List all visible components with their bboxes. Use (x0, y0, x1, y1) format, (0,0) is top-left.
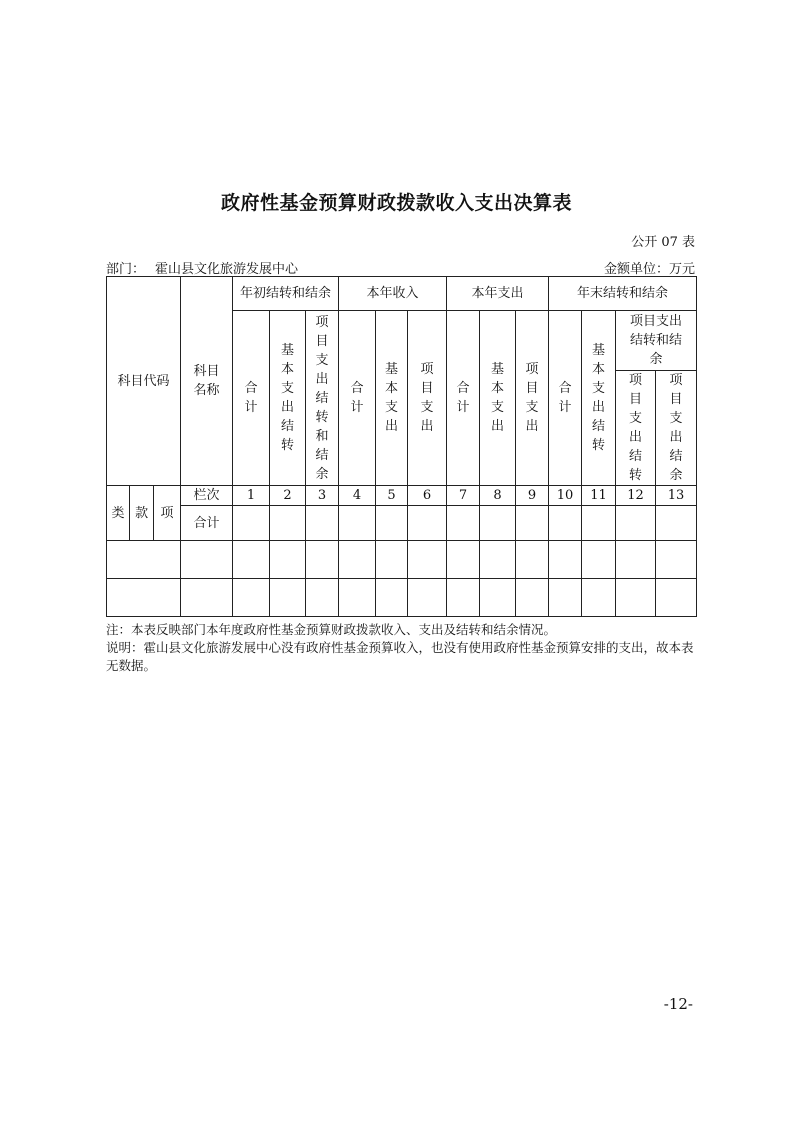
table-cell (656, 579, 697, 617)
table-cell (181, 541, 233, 579)
table-cell (516, 541, 549, 579)
table-cell (339, 506, 376, 541)
column-number: 3 (306, 486, 339, 506)
table-cell (408, 579, 447, 617)
column-number: 11 (582, 486, 616, 506)
table-row (107, 541, 697, 579)
page-number: -12- (663, 995, 693, 1013)
table-cell (339, 579, 376, 617)
header-end-project-balance: 项目支出结余 (656, 371, 697, 486)
header-income-basic: 基本支出 (376, 311, 408, 486)
table-cell (480, 541, 516, 579)
department-line (106, 258, 298, 277)
table-cell (339, 541, 376, 579)
table-cell (270, 579, 306, 617)
table-cell (233, 541, 270, 579)
table-row (107, 579, 697, 617)
table-cell (306, 541, 339, 579)
table-cell (549, 506, 582, 541)
header-begin-balance: 年初结转和结余 (233, 277, 339, 311)
header-income-project: 项目支出 (408, 311, 447, 486)
department-label: 部门： (106, 262, 146, 277)
header-section: 款 (129, 486, 154, 540)
table-cell (616, 579, 656, 617)
table-cell (376, 579, 408, 617)
header-current-expense: 本年支出 (447, 277, 549, 311)
table-cell (516, 579, 549, 617)
table-cell (107, 579, 181, 617)
table-cell (480, 579, 516, 617)
column-number: 6 (408, 486, 447, 506)
table-cell (582, 506, 616, 541)
table-cell (233, 579, 270, 617)
note-text: 注：本表反映部门本年度政府性基金预算财政拨款收入、支出及结转和结余情况。 (106, 622, 557, 637)
column-number: 2 (270, 486, 306, 506)
table-cell (516, 506, 549, 541)
table-cell (306, 579, 339, 617)
page-title: 政府性基金预算财政拨款收入支出决算表 (220, 192, 572, 214)
table-cell (408, 506, 447, 541)
table-cell (447, 541, 480, 579)
table-cell (306, 506, 339, 541)
header-current-income: 本年收入 (339, 277, 447, 311)
table-cell (656, 506, 697, 541)
table-cell (447, 506, 480, 541)
table-cell (549, 541, 582, 579)
form-number: 公开 07 表 (631, 235, 695, 250)
column-number: 12 (616, 486, 656, 506)
explanation-text: 说明：霍山县文化旅游发展中心没有政府性基金预算收入，也没有使用政府性基金预算安排的支出，故本表无数据。 (106, 640, 694, 673)
header-income-total: 合计 (339, 311, 376, 486)
header-expense-total: 合计 (447, 311, 480, 486)
header-end-total: 合计 (549, 311, 582, 486)
table-cell (181, 579, 233, 617)
header-end-project-carry: 项目支出结转 (616, 371, 656, 486)
table-cell (549, 579, 582, 617)
notes (106, 621, 696, 675)
column-number: 5 (376, 486, 408, 506)
category-section-item-cell (107, 486, 181, 541)
header-begin-project-carry-balance: 项目支出结转和结余 (306, 311, 339, 486)
table-cell (616, 541, 656, 579)
table-cell (270, 541, 306, 579)
header-expense-basic: 基本支出 (480, 311, 516, 486)
table-cell (107, 541, 181, 579)
column-number: 7 (447, 486, 480, 506)
table-cell (616, 506, 656, 541)
header-end-balance: 年末结转和结余 (549, 277, 697, 311)
table-cell (582, 579, 616, 617)
table-cell (408, 541, 447, 579)
header-subject-code: 科目代码 (107, 277, 181, 486)
department-name: 霍山县文化旅游发展中心 (155, 262, 299, 277)
table-cell (447, 579, 480, 617)
table-cell (656, 541, 697, 579)
column-number: 10 (549, 486, 582, 506)
column-index-label: 栏次 (181, 486, 233, 506)
column-number: 4 (339, 486, 376, 506)
header-item: 项 (160, 505, 174, 521)
table-cell (582, 541, 616, 579)
column-number: 1 (233, 486, 270, 506)
table-cell (376, 506, 408, 541)
table-cell (233, 506, 270, 541)
header-expense-project: 项目支出 (516, 311, 549, 486)
table-cell (480, 506, 516, 541)
column-number: 8 (480, 486, 516, 506)
header-end-basic-carry: 基本支出结转 (582, 311, 616, 486)
table-cell (270, 506, 306, 541)
budget-table (106, 276, 697, 617)
table-cell (376, 541, 408, 579)
header-begin-basic-carry: 基本支出结转 (270, 311, 306, 486)
header-end-project-group: 项目支出结转和结余 (616, 311, 697, 371)
column-number: 13 (656, 486, 697, 506)
column-number: 9 (516, 486, 549, 506)
header-category: 类 (111, 505, 125, 521)
total-row-label: 合计 (181, 506, 233, 541)
header-begin-total: 合计 (233, 311, 270, 486)
header-subject-name: 科目名称 (181, 277, 233, 486)
amount-unit: 金额单位：万元 (603, 262, 695, 277)
